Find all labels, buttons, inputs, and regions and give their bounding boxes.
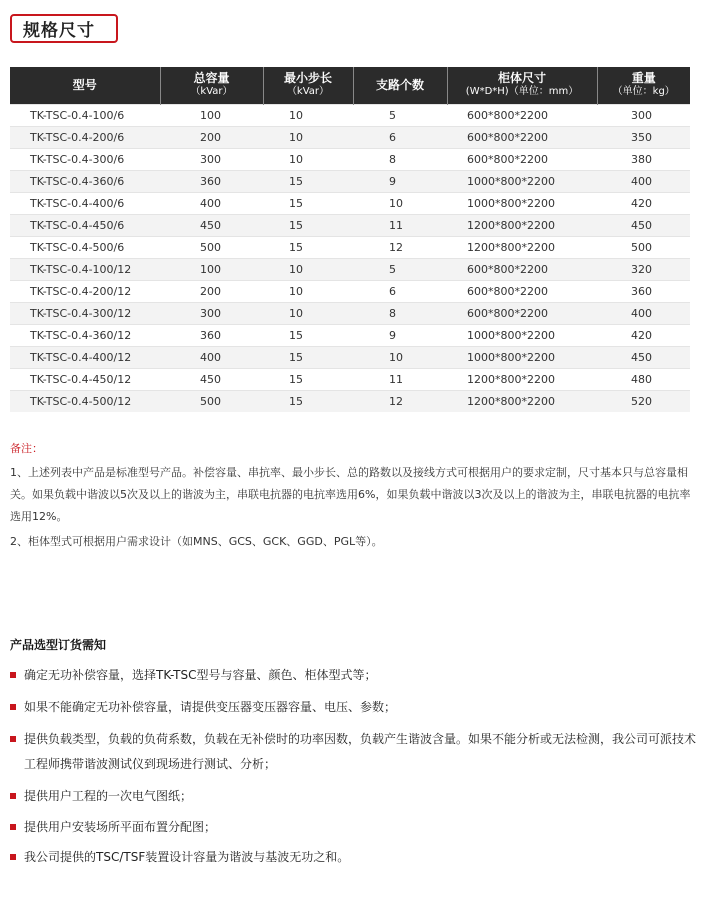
cell-model: TK-TSC-0.4-500/6: [10, 236, 160, 258]
cell-branches: 6: [353, 280, 447, 302]
cell-branches: 5: [353, 104, 447, 126]
cell-branches: 6: [353, 126, 447, 148]
cell-branches: 10: [353, 192, 447, 214]
table-row: [10, 126, 690, 148]
cell-min-step: 10: [263, 148, 353, 170]
table-row: [10, 104, 690, 126]
cell-cabinet-size: 1000*800*2200: [447, 170, 597, 192]
cell-capacity: 400: [160, 192, 263, 214]
cell-weight: 350: [597, 126, 690, 148]
cell-weight: 450: [597, 214, 690, 236]
cell-model: TK-TSC-0.4-200/6: [10, 126, 160, 148]
cell-weight: 400: [597, 170, 690, 192]
cell-cabinet-size: 600*800*2200: [447, 148, 597, 170]
cell-weight: 320: [597, 258, 690, 280]
cell-weight: 300: [597, 104, 690, 126]
cell-model: TK-TSC-0.4-500/12: [10, 390, 160, 412]
cell-model: TK-TSC-0.4-300/6: [10, 148, 160, 170]
cell-min-step: 10: [263, 126, 353, 148]
cell-branches: 12: [353, 390, 447, 412]
cell-model: TK-TSC-0.4-360/6: [10, 170, 160, 192]
table-row: [10, 258, 690, 280]
cell-cabinet-size: 1200*800*2200: [447, 214, 597, 236]
cell-weight: 420: [597, 192, 690, 214]
cell-cabinet-size: 600*800*2200: [447, 280, 597, 302]
cell-min-step: 15: [263, 346, 353, 368]
note-item-1: 1、上述列表中产品是标准型号产品。补偿容量、串抗率、最小步长、总的路数以及接线方式可根据用户的要求定制，尺寸基本只与总容量相关。如果负载中谐波以5次及以上的谐波为主，串联电抗器的电抗率选用6%，如果负载中谐波以3次及以上的谐波为主，串联电抗器的电抗率选用12%。: [10, 466, 691, 523]
bullet-square-icon: [10, 736, 16, 742]
cell-branches: 12: [353, 236, 447, 258]
cell-cabinet-size: 600*800*2200: [447, 104, 597, 126]
cell-cabinet-size: 1000*800*2200: [447, 324, 597, 346]
cell-weight: 380: [597, 148, 690, 170]
cell-branches: 5: [353, 258, 447, 280]
order-item: [10, 695, 700, 720]
cell-capacity: 450: [160, 214, 263, 236]
order-item: [10, 727, 700, 777]
table-row: [10, 390, 690, 412]
table-row: [10, 280, 690, 302]
table-row: [10, 170, 690, 192]
notes-heading: 备注：: [10, 442, 43, 455]
table-row: [10, 346, 690, 368]
cell-cabinet-size: 600*800*2200: [447, 126, 597, 148]
cell-min-step: 10: [263, 280, 353, 302]
cell-weight: 360: [597, 280, 690, 302]
cell-model: TK-TSC-0.4-300/12: [10, 302, 160, 324]
header-model: 型号: [10, 67, 160, 104]
cell-weight: 450: [597, 346, 690, 368]
cell-branches: 9: [353, 170, 447, 192]
cell-min-step: 15: [263, 192, 353, 214]
cell-cabinet-size: 1000*800*2200: [447, 346, 597, 368]
cell-weight: 400: [597, 302, 690, 324]
cell-model: TK-TSC-0.4-450/6: [10, 214, 160, 236]
cell-weight: 500: [597, 236, 690, 258]
cell-capacity: 500: [160, 390, 263, 412]
cell-branches: 8: [353, 148, 447, 170]
order-item-text: 提供用户安装场所平面布置分配图；: [24, 820, 217, 834]
table-header-row: [10, 67, 690, 104]
cell-model: TK-TSC-0.4-400/12: [10, 346, 160, 368]
cell-weight: 480: [597, 368, 690, 390]
header-branches: 支路个数: [353, 67, 447, 104]
cell-capacity: 200: [160, 280, 263, 302]
cell-capacity: 360: [160, 324, 263, 346]
cell-min-step: 10: [263, 302, 353, 324]
table-row: [10, 324, 690, 346]
cell-cabinet-size: 1200*800*2200: [447, 236, 597, 258]
header-capacity: 总容量 （kVar）: [160, 67, 263, 104]
order-notice-title: 产品选型订货需知: [10, 638, 107, 652]
cell-model: TK-TSC-0.4-100/6: [10, 104, 160, 126]
header-weight: 重量 （单位：kg）: [597, 67, 690, 104]
bullet-square-icon: [10, 704, 16, 710]
cell-capacity: 400: [160, 346, 263, 368]
cell-capacity: 300: [160, 302, 263, 324]
cell-cabinet-size: 1200*800*2200: [447, 368, 597, 390]
cell-branches: 9: [353, 324, 447, 346]
order-item: [10, 784, 700, 809]
cell-cabinet-size: 600*800*2200: [447, 302, 597, 324]
cell-model: TK-TSC-0.4-200/12: [10, 280, 160, 302]
bullet-square-icon: [10, 672, 16, 678]
table-row: [10, 192, 690, 214]
order-item: [10, 815, 700, 840]
bullet-square-icon: [10, 793, 16, 799]
cell-cabinet-size: 1000*800*2200: [447, 192, 597, 214]
bullet-square-icon: [10, 824, 16, 830]
cell-min-step: 15: [263, 214, 353, 236]
cell-capacity: 200: [160, 126, 263, 148]
header-min-step: 最小步长 （kVar）: [263, 67, 353, 104]
table-row: [10, 236, 690, 258]
cell-branches: 8: [353, 302, 447, 324]
spec-table: [10, 67, 690, 412]
table-row: [10, 148, 690, 170]
cell-min-step: 15: [263, 324, 353, 346]
cell-min-step: 15: [263, 170, 353, 192]
cell-model: TK-TSC-0.4-100/12: [10, 258, 160, 280]
cell-branches: 11: [353, 214, 447, 236]
cell-min-step: 10: [263, 258, 353, 280]
cell-min-step: 15: [263, 390, 353, 412]
table-row: [10, 368, 690, 390]
cell-weight: 420: [597, 324, 690, 346]
cell-weight: 520: [597, 390, 690, 412]
cell-branches: 10: [353, 346, 447, 368]
cell-min-step: 15: [263, 368, 353, 390]
table-row: [10, 302, 690, 324]
cell-capacity: 300: [160, 148, 263, 170]
order-item: [10, 663, 700, 688]
cell-model: TK-TSC-0.4-360/12: [10, 324, 160, 346]
order-item-text: 提供用户工程的一次电气图纸；: [24, 789, 193, 803]
cell-capacity: 450: [160, 368, 263, 390]
section-title: 规格尺寸: [10, 14, 118, 43]
cell-model: TK-TSC-0.4-450/12: [10, 368, 160, 390]
order-item-text: 如果不能确定无功补偿容量，请提供变压器变压器容量、电压、参数；: [24, 700, 397, 714]
header-cabinet-size: 柜体尺寸 (W*D*H)（单位：mm）: [447, 67, 597, 104]
order-item-text: 我公司提供的TSC/TSF装置设计容量为谐波与基波无功之和。: [24, 850, 350, 864]
cell-cabinet-size: 1200*800*2200: [447, 390, 597, 412]
order-item: [10, 845, 700, 870]
order-item-text: 确定无功补偿容量，选择TK-TSC型号与容量、颜色、柜体型式等；: [24, 668, 377, 682]
cell-capacity: 100: [160, 258, 263, 280]
note-item-2: 2、柜体型式可根据用户需求设计（如MNS、GCS、GCK、GGD、PGL等）。: [10, 535, 383, 548]
cell-model: TK-TSC-0.4-400/6: [10, 192, 160, 214]
table-row: [10, 214, 690, 236]
cell-min-step: 15: [263, 236, 353, 258]
order-item-text: 提供负载类型，负载的负荷系数，负载在无补偿时的功率因数，负载产生谐波含量。如果不能分析或无法检测，我公司可派技术工程师携带谐波测试仪到现场进行测试、分析；: [24, 732, 697, 771]
cell-branches: 11: [353, 368, 447, 390]
bullet-square-icon: [10, 854, 16, 860]
cell-min-step: 10: [263, 104, 353, 126]
cell-cabinet-size: 600*800*2200: [447, 258, 597, 280]
cell-capacity: 500: [160, 236, 263, 258]
cell-capacity: 360: [160, 170, 263, 192]
cell-capacity: 100: [160, 104, 263, 126]
